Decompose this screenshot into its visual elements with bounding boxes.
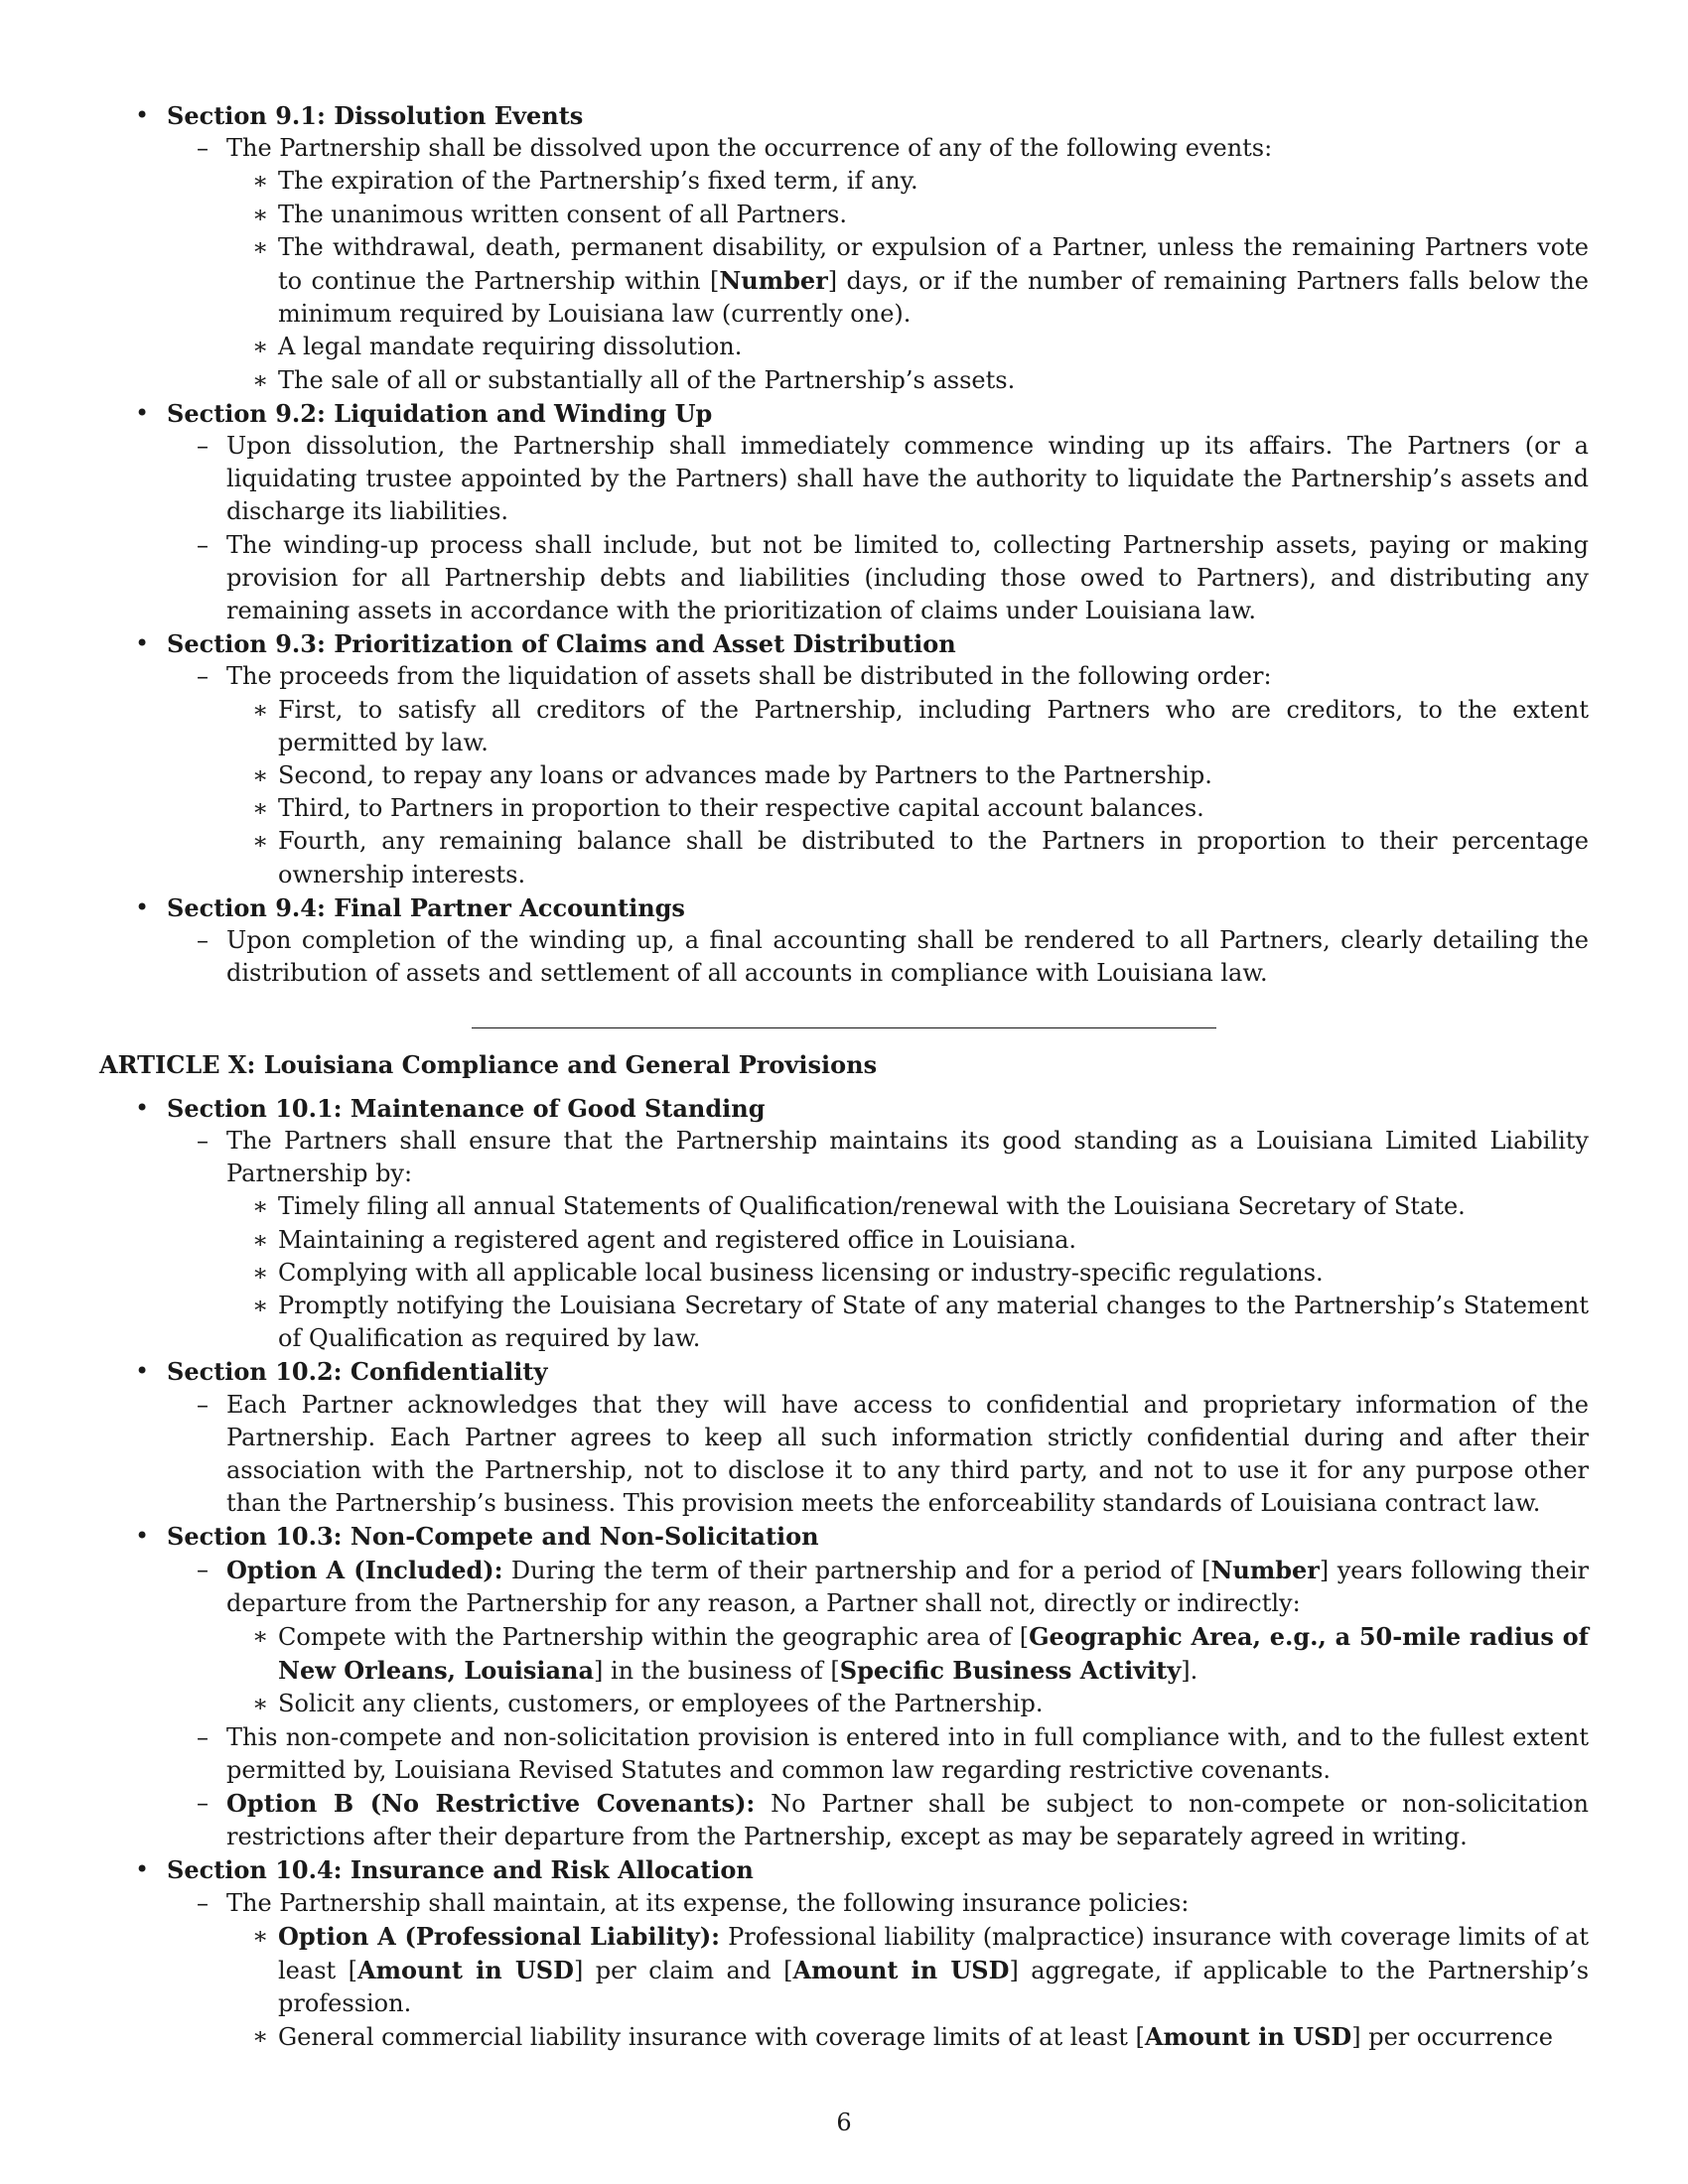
section-10-4-title: • Section 10.4: Insurance and Risk Allocation xyxy=(167,1855,754,1885)
list-item xyxy=(226,199,1589,231)
list-item xyxy=(226,825,1589,890)
list-item xyxy=(226,165,1589,198)
section-9-4-title: • Section 9.4: Final Partner Accountings xyxy=(167,892,685,922)
section-10-4-intro: – The Partnership shall maintain, at its expense, the following insurance policies: xyxy=(226,1888,1190,1917)
list-item xyxy=(226,1688,1589,1720)
list-item-text: – Each Partner acknowledges that they will have access to confidential and proprietary information of the Partnership. Each Partner agrees to keep all such information strictly confidential during and after their association with the Partnership, not to disclose it to any third party, and not to use it for any purpose other than the Partnership’s business. This provision meets the enforceability standards of Louisiana contract law. xyxy=(226,1390,1589,1518)
document-page xyxy=(99,99,1589,2055)
section-9-2-title: • Section 9.2: Liquidation and Winding Up xyxy=(167,398,713,428)
section-9-3 xyxy=(99,627,1589,891)
list-item xyxy=(167,1554,1589,1721)
list-item-text: ∗ Promptly notifying the Louisiana Secretary of State of any material changes to the Partnership’s Statement of Qualification as required by law. xyxy=(278,1291,1589,1353)
section-9-2 xyxy=(99,397,1589,627)
list-item-text: ∗ A legal mandate requiring dissolution. xyxy=(278,333,743,361)
section-9-1-intro: – The Partnership shall be dissolved upon the occurrence of any of the following events: xyxy=(226,134,1273,163)
list-item xyxy=(226,1190,1589,1223)
list-item-text: ∗ The expiration of the Partnership’s fixed term, if any. xyxy=(278,167,918,196)
list-item-text: – Upon dissolution, the Partnership shall immediately commence winding up its affairs. The Partners (or a liquidating trustee appointed by the Partners) shall have the authority to liquidate the Partnership’s assets and discharge its liabilities. xyxy=(226,432,1589,526)
list-item-text: – Upon completion of the winding up, a final accounting shall be rendered to all Partners, clearly detailing the distribution of assets and settlement of all accounts in compliance with Louisiana law. xyxy=(226,926,1589,988)
section-10-1 xyxy=(99,1092,1589,1356)
list-item xyxy=(226,2020,1589,2054)
section-10-2 xyxy=(99,1355,1589,1520)
article-heading: ARTICLE X: Louisiana Compliance and General Provisions xyxy=(99,1050,878,1080)
list-item xyxy=(167,1389,1589,1521)
list-item-text: ∗ Second, to repay any loans or advances made by Partners to the Partnership. xyxy=(278,761,1212,790)
section-10-2-title: • Section 10.2: Confidentiality xyxy=(167,1357,548,1387)
list-item xyxy=(167,1721,1589,1787)
list-item-text: ∗ The unanimous written consent of all Partners. xyxy=(278,200,847,228)
list-item-text: ∗ Solicit any clients, customers, or employees of the Partnership. xyxy=(278,1690,1044,1718)
list-item-text: – This non-compete and non-solicitation provision is entered into in full compliance with, and to the fullest extent permitted by, Louisiana Revised Statutes and common law regarding restrictive covenants. xyxy=(226,1722,1589,1784)
list-item-text: ∗ Complying with all applicable local business licensing or industry-specific regulations. xyxy=(278,1258,1324,1287)
section-10-3 xyxy=(99,1520,1589,1853)
list-item xyxy=(226,792,1589,825)
list-item-text: ∗ General commercial liability insurance with coverage limits of at least [Amount in USD] per occurrence xyxy=(278,2022,1553,2052)
page-number: 6 xyxy=(836,2109,852,2136)
list-item-text: ∗ Fourth, any remaining balance shall be distributed to the Partners in proportion to their percentage ownership interests. xyxy=(278,827,1589,888)
list-item xyxy=(167,529,1589,628)
list-item xyxy=(226,231,1589,332)
list-item-text: ∗ Timely filing all annual Statements of Qualification/renewal with the Louisiana Secretary of State. xyxy=(278,1192,1466,1221)
list-item-text: – The winding-up process shall include, but not be limited to, collecting Partnership assets, paying or making provision for all Partnership debts and liabilities (including those owed to Partners), and distributing any remaining assets in accordance with the prioritization of claims under Louisiana law. xyxy=(226,530,1589,625)
list-item xyxy=(226,1257,1589,1290)
section-9-3-intro: – The proceeds from the liquidation of assets shall be distributed in the following order: xyxy=(226,662,1272,691)
list-item xyxy=(226,1290,1589,1355)
option-b-text: – Option B (No Restrictive Covenants): No Partner shall be subject to non-compete or non-solicitation restrictions after their departure from the Partnership, except as may be separately agreed in writing. xyxy=(226,1788,1590,1851)
list-item-text: ∗ First, to satisfy all creditors of the Partnership, including Partners who are creditors, to the extent permitted by law. xyxy=(278,695,1589,756)
list-item xyxy=(226,331,1589,363)
section-10-4 xyxy=(99,1853,1589,2054)
section-10-1-intro: – The Partners shall ensure that the Partnership maintains its good standing as a Louisiana Limited Liability Partnership by: xyxy=(226,1126,1589,1188)
section-9-3-title: • Section 9.3: Prioritization of Claims and Asset Distribution xyxy=(167,629,956,659)
list-item-text: ∗ Compete with the Partnership within the geographic area of [Geographic Area, e.g., a 50-mile radius of New Orleans, Louisiana] in the business of [Specific Business Activity]. xyxy=(278,1621,1589,1686)
section-9-1-title: • Section 9.1: Dissolution Events xyxy=(167,101,584,130)
list-item xyxy=(226,694,1589,759)
list-item-text: ∗ Option A (Professional Liability): Professional liability (malpractice) insurance with coverage limits of at least [Amount in USD] per claim and [Amount in USD] aggregate, if applicable to the Partnership’s profession. xyxy=(278,1921,1590,2018)
section-9-4 xyxy=(99,891,1589,991)
sections-list-article-9 xyxy=(99,99,1589,990)
list-item xyxy=(167,1887,1589,2055)
horizontal-divider xyxy=(472,1027,1216,1028)
list-item xyxy=(226,364,1589,397)
list-item xyxy=(167,1787,1589,1853)
list-item-text: ∗ The withdrawal, death, permanent disability, or expulsion of a Partner, unless the remaining Partners vote to continue the Partnership within [Number] days, or if the number of remaining Partners falls below the minimum required by Louisiana law (currently one). xyxy=(278,232,1589,329)
list-item-text: ∗ Maintaining a registered agent and registered office in Louisiana. xyxy=(278,1225,1077,1254)
list-item xyxy=(226,1224,1589,1257)
list-item-text: ∗ Third, to Partners in proportion to their respective capital account balances. xyxy=(278,794,1204,823)
list-item xyxy=(167,430,1589,529)
list-item xyxy=(167,924,1589,990)
list-item xyxy=(226,1920,1589,2021)
sections-list-article-10 xyxy=(99,1092,1589,2055)
section-9-1 xyxy=(99,99,1589,397)
list-item xyxy=(167,1125,1589,1355)
list-item xyxy=(226,759,1589,792)
option-a-text: – Option A (Included): During the term of their partnership and for a period of [Number] years following their departure from the Partnership for any reason, a Partner shall not, directly or indirectly: xyxy=(226,1555,1589,1617)
section-10-1-title: • Section 10.1: Maintenance of Good Standing xyxy=(167,1093,766,1123)
list-item xyxy=(226,1620,1589,1688)
list-item xyxy=(167,660,1589,890)
list-item-text: ∗ The sale of all or substantially all of the Partnership’s assets. xyxy=(278,365,1016,394)
section-10-3-title: • Section 10.3: Non-Compete and Non-Solicitation xyxy=(167,1522,819,1552)
list-item xyxy=(167,132,1589,397)
